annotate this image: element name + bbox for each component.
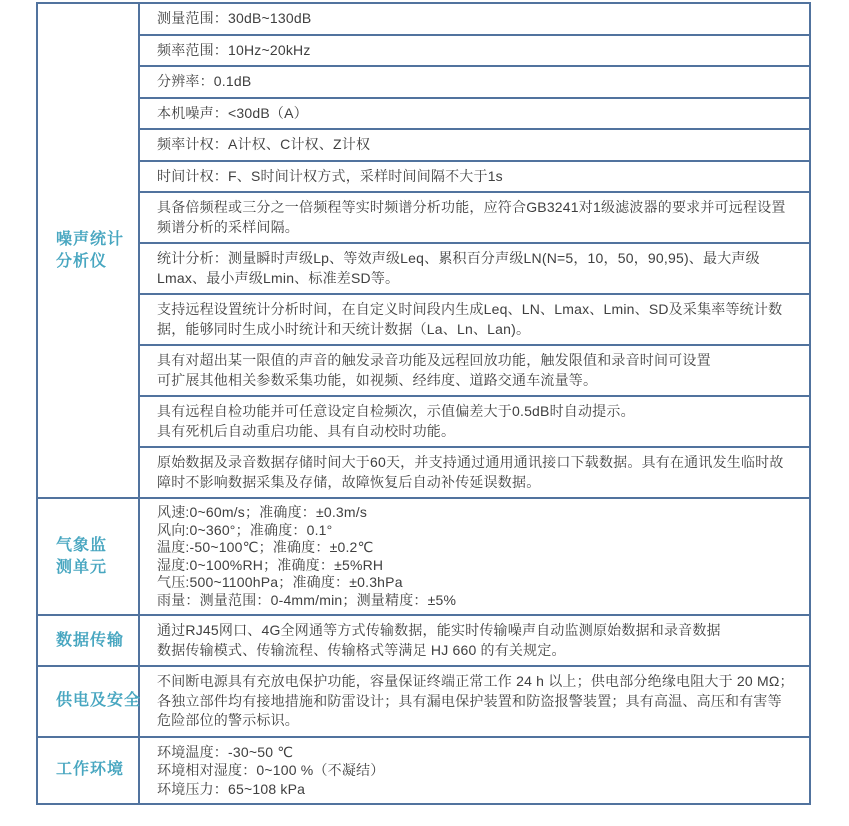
spec-row — [140, 667, 809, 736]
spec-text: 具有对超出某一限值的声音的触发录音功能及远程回放功能，触发限值和录音时间可设置 — [157, 352, 711, 368]
spec-row — [140, 395, 809, 446]
spec-text: 具备倍频程或三分之一倍频程等实时频谱分析功能，应符合GB3241对1级滤波器的要求并可远程设置频谱分析的采样间隔。 — [157, 199, 786, 235]
spec-text: 可扩展其他相关参数采集功能，如视频、经纬度、道路交通车流量等。 — [157, 371, 598, 388]
spec-text: 环境温度：-30~50 ℃ — [157, 743, 294, 760]
section-label-power-and-safety — [38, 667, 140, 736]
spec-text: 分辨率：0.1dB — [157, 73, 252, 89]
section-rows — [140, 738, 809, 804]
spec-text: 气压:500~1100hPa；准确度：±0.3hPa — [157, 574, 403, 590]
spec-row — [140, 738, 809, 804]
spec-text: 原始数据及录音数据存储时间大于60天，并支持通过通用通讯接口下载数据。具有在通讯发生临时故障时不影响数据采集及存储，故障恢复后自动补传延误数据。 — [157, 454, 784, 490]
spec-text: 支持远程设置统计分析时间，在自定义时间段内生成Leq、LN、Lmax、Lmin、SD及采集率等统计数据，能够同时生成小时统计和天统计数据（La、Ln、Lan)。 — [157, 301, 783, 337]
section-label-line: 噪声统计 — [56, 230, 125, 248]
section-label-noise-statistics-analyzer — [38, 4, 140, 497]
spec-text: 频率计权：A计权、C计权、Z计权 — [157, 136, 371, 152]
spec-row — [140, 344, 809, 395]
spec-row — [140, 4, 809, 34]
spec-text: 雨量：测量范围：0-4mm/min；测量精度：±5% — [157, 591, 457, 608]
section-working-environment — [38, 736, 809, 804]
section-rows — [140, 667, 809, 736]
spec-text: 不间断电源具有充放电保护功能，容量保证终端正常工作 24 h 以上；供电部分绝缘电阻大于 20 MΩ；各独立部件均有接地措施和防雷设计；具有漏电保护装置和防盗报警装置；具有高温、高压和有害等危险部位的警示标识。 — [157, 673, 794, 728]
spec-row — [140, 191, 809, 242]
spec-text: 本机噪声：<30dB（A） — [157, 104, 308, 121]
spec-text: 统计分析：测量瞬时声级Lp、等效声级Leq、累积百分声级LN(N=5，10，50，90,95)、最大声级Lmax、最小声级Lmin、标准差SD等。 — [157, 250, 760, 286]
spec-row — [140, 160, 809, 192]
spec-text: 风速:0~60m/s；准确度：±0.3m/s — [157, 504, 368, 520]
spec-row — [140, 499, 809, 614]
section-label-weather-monitoring-unit — [38, 499, 140, 614]
section-rows — [140, 4, 809, 497]
spec-text: 测量范围：30dB~130dB — [157, 10, 312, 26]
spec-row — [140, 65, 809, 97]
spec-row — [140, 616, 809, 665]
spec-text: 具有死机后自动重启功能、具有自动校时功能。 — [157, 422, 456, 439]
section-label-line: 气象监 — [56, 536, 108, 554]
section-power-and-safety — [38, 665, 809, 736]
spec-row — [140, 34, 809, 66]
section-weather-monitoring-unit — [38, 497, 809, 614]
section-rows — [140, 616, 809, 665]
section-label-data-transmission — [38, 616, 140, 665]
spec-row — [140, 97, 809, 129]
section-label-line: 数据传输 — [56, 631, 125, 649]
section-rows — [140, 499, 809, 614]
spec-table — [36, 2, 811, 805]
spec-row — [140, 446, 809, 497]
spec-row — [140, 128, 809, 160]
section-label-line: 测单元 — [56, 558, 108, 576]
spec-text: 通过RJ45网口、4G全网通等方式传输数据，能实时传输噪声自动监测原始数据和录音数据 — [157, 622, 721, 638]
spec-text: 环境压力：65~108 kPa — [157, 780, 306, 797]
spec-text: 环境相对湿度：0~100 %（不凝结） — [157, 762, 385, 778]
spec-text: 温度:-50~100℃；准确度：±0.2℃ — [157, 539, 374, 555]
spec-text: 具有远程自检功能并可任意设定自检频次，示值偏差大于0.5dB时自动提示。 — [157, 403, 635, 419]
section-label-line: 工作环境 — [56, 761, 125, 779]
spec-text: 频率范围：10Hz~20kHz — [157, 41, 311, 58]
section-label-line: 分析仪 — [56, 252, 108, 270]
spec-text: 数据传输模式、传输流程、传输格式等满足 HJ 660 的有关规定。 — [157, 641, 566, 658]
section-label-line: 供电及安全 — [56, 692, 142, 710]
section-noise-statistics-analyzer — [38, 4, 809, 497]
spec-row — [140, 293, 809, 344]
section-label-working-environment — [38, 738, 140, 804]
section-data-transmission — [38, 614, 809, 665]
spec-row — [140, 242, 809, 293]
spec-text: 湿度:0~100%RH；准确度：±5%RH — [157, 556, 384, 573]
spec-text: 时间计权：F、S时间计权方式，采样时间间隔不大于1s — [157, 167, 503, 184]
spec-text: 风向:0~360°；准确度：0.1° — [157, 521, 333, 538]
